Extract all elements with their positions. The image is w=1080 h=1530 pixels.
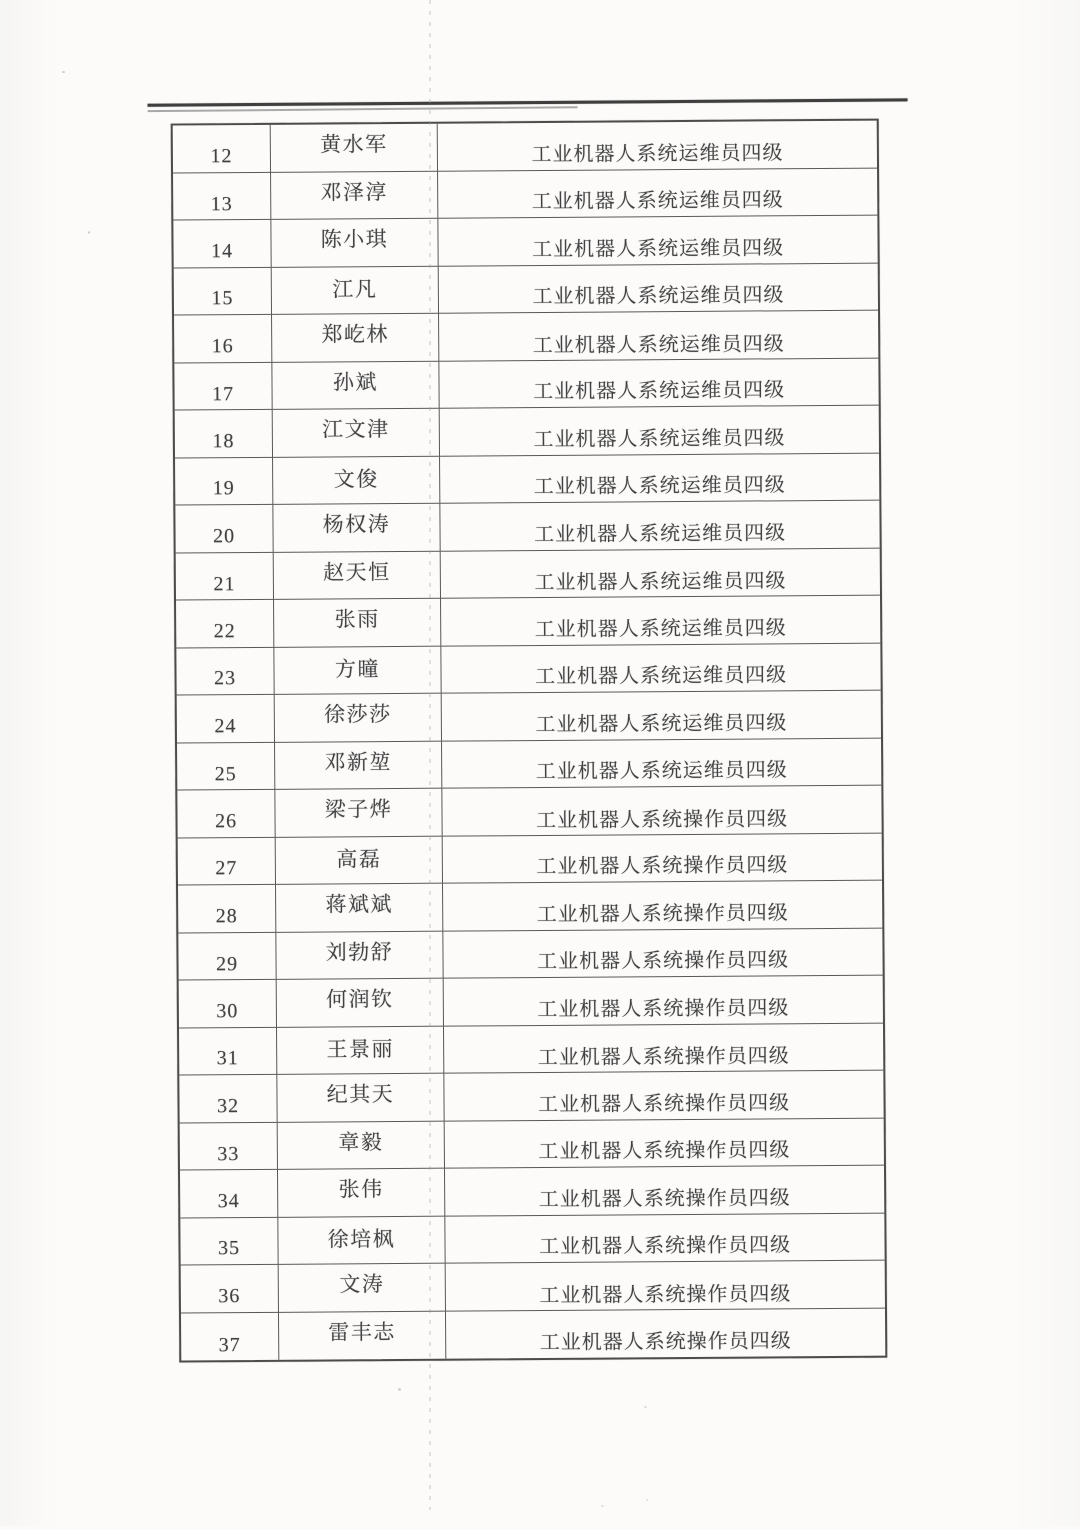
scan-speck <box>601 1505 604 1507</box>
cell-certificate <box>442 738 881 789</box>
cell-certificate <box>442 691 881 742</box>
cell-certificate <box>446 1261 885 1312</box>
cell-name-text: 高磊 <box>336 846 382 872</box>
certificate-table <box>171 119 888 1363</box>
scan-speck <box>62 71 65 73</box>
cell-number-text: 13 <box>210 193 233 216</box>
cell-certificate <box>441 548 880 599</box>
cell-name-text: 邓新堃 <box>324 749 392 775</box>
cell-name-text: 徐莎莎 <box>323 702 392 727</box>
cell-certificate <box>445 1118 884 1169</box>
cell-name <box>275 741 442 790</box>
cell-number <box>173 220 271 268</box>
cell-number <box>178 837 276 885</box>
cell-certificate-text: 工业机器人系统操作员四级 <box>536 949 790 974</box>
cell-certificate <box>439 263 878 314</box>
cell-certificate <box>443 881 882 932</box>
cell-name <box>276 884 443 933</box>
cell-name-text: 徐培枫 <box>327 1226 396 1252</box>
cell-name <box>277 1074 444 1123</box>
cell-name-text: 张伟 <box>338 1177 384 1202</box>
cell-certificate <box>441 596 880 647</box>
cell-certificate-text: 工业机器人系统操作员四级 <box>536 902 789 926</box>
cell-name <box>272 314 439 363</box>
cell-number <box>177 695 275 743</box>
cell-number-text: 18 <box>212 429 235 453</box>
cell-number <box>180 1122 278 1170</box>
cell-name <box>279 1264 446 1313</box>
cell-certificate-text: 工业机器人系统操作员四级 <box>535 808 789 832</box>
cell-number <box>175 457 273 505</box>
cell-number-text: 12 <box>210 144 233 168</box>
cell-name-text: 文俊 <box>333 466 379 492</box>
cell-number-text: 19 <box>212 477 235 500</box>
cell-number-text: 31 <box>216 1047 239 1070</box>
cell-name-text: 邓泽淳 <box>320 179 389 205</box>
cell-number <box>174 267 272 315</box>
cell-number-text: 22 <box>213 619 236 643</box>
cell-name <box>271 124 438 173</box>
cell-name <box>274 646 441 695</box>
cell-number-text: 30 <box>216 999 239 1023</box>
cell-name-text: 黄水军 <box>320 132 388 157</box>
cell-number <box>176 600 274 648</box>
cell-certificate-text: 工业机器人系统运维员四级 <box>532 284 785 309</box>
cell-number-text: 16 <box>211 334 234 358</box>
scan-speck <box>646 1499 648 1501</box>
cell-number <box>173 172 271 220</box>
cell-certificate <box>444 1023 883 1074</box>
cell-number-text: 20 <box>212 524 236 548</box>
cell-name-text: 文涛 <box>339 1272 385 1297</box>
cell-name <box>272 361 439 410</box>
cell-certificate <box>444 976 883 1027</box>
cell-certificate <box>445 1166 884 1217</box>
cell-name-text: 江凡 <box>332 276 378 302</box>
cell-certificate <box>443 833 882 884</box>
cell-name-text: 王景丽 <box>326 1036 394 1062</box>
cell-number <box>179 1027 277 1075</box>
cell-certificate-text: 工业机器人系统操作员四级 <box>539 1330 792 1354</box>
cell-certificate-text: 工业机器人系统操作员四级 <box>537 997 790 1021</box>
cell-certificate-text: 工业机器人系统运维员四级 <box>531 142 784 166</box>
cell-number <box>179 1075 277 1123</box>
cell-number <box>174 362 272 410</box>
cell-number <box>176 647 274 695</box>
cell-name <box>272 266 439 315</box>
cell-name <box>273 456 440 505</box>
cell-certificate-text: 工业机器人系统运维员四级 <box>531 189 784 214</box>
cell-name-text: 孙斌 <box>332 369 379 395</box>
cell-name <box>278 1121 445 1170</box>
cell-number-text: 29 <box>215 953 239 976</box>
cell-certificate-text: 工业机器人系统操作员四级 <box>537 1092 791 1116</box>
cell-name <box>277 1026 444 1075</box>
cell-number <box>177 790 275 838</box>
cell-certificate-text: 工业机器人系统运维员四级 <box>534 664 788 689</box>
cell-number-text: 32 <box>216 1094 240 1118</box>
cell-name <box>273 504 440 553</box>
cell-certificate-text: 工业机器人系统运维员四级 <box>533 474 786 499</box>
cell-number-text: 28 <box>215 904 238 928</box>
cell-name-text: 陈小琪 <box>320 227 389 252</box>
cell-name-text: 梁子烨 <box>324 797 393 822</box>
cell-number <box>178 885 276 933</box>
cell-name-text: 章毅 <box>338 1129 384 1155</box>
cell-number <box>173 125 271 173</box>
cell-name-text: 方曈 <box>334 656 381 682</box>
cell-certificate-text: 工业机器人系统运维员四级 <box>532 379 786 404</box>
cell-number <box>179 980 277 1028</box>
cell-name-text: 赵天恒 <box>322 559 391 585</box>
cell-certificate-text: 工业机器人系统操作员四级 <box>538 1139 791 1164</box>
cell-name <box>276 836 443 885</box>
cell-certificate <box>446 1308 885 1359</box>
cell-certificate-text: 工业机器人系统运维员四级 <box>535 759 788 784</box>
cell-name-text: 杨权涛 <box>322 512 391 537</box>
cell-name <box>277 979 444 1028</box>
cell-certificate-text: 工业机器人系统操作员四级 <box>536 854 789 879</box>
cell-name <box>275 694 442 743</box>
cell-certificate <box>440 453 879 504</box>
cell-certificate <box>438 216 877 267</box>
cell-certificate <box>443 928 882 979</box>
cell-name <box>278 1169 445 1218</box>
cell-certificate <box>442 786 881 837</box>
cell-certificate-text: 工业机器人系统运维员四级 <box>533 427 786 451</box>
cell-certificate-text: 工业机器人系统操作员四级 <box>538 1234 792 1259</box>
cell-name-text: 江文津 <box>321 417 390 442</box>
cell-name <box>279 1311 446 1360</box>
cell-name <box>271 171 438 220</box>
cell-number-text: 24 <box>214 714 237 738</box>
cell-number <box>181 1312 279 1360</box>
cell-certificate <box>438 121 877 172</box>
cell-name <box>273 409 440 458</box>
cell-number <box>175 410 273 458</box>
cell-certificate <box>440 501 879 552</box>
cell-name-text: 蒋斌斌 <box>325 892 393 917</box>
cell-certificate-text: 工业机器人系统操作员四级 <box>538 1187 791 1211</box>
cell-certificate <box>441 643 880 694</box>
cell-certificate <box>444 1071 883 1122</box>
cell-number-text: 14 <box>211 239 234 263</box>
cell-name-text: 纪其天 <box>326 1082 395 1107</box>
scan-speck <box>398 1388 401 1391</box>
cell-number-text: 36 <box>218 1284 241 1308</box>
scan-artifact-line <box>429 0 431 1510</box>
header-rule-ghost <box>148 106 578 111</box>
cell-number-text: 37 <box>218 1333 241 1357</box>
cell-name-text: 何润钦 <box>325 987 394 1012</box>
cell-number-text: 34 <box>217 1189 240 1213</box>
cell-certificate <box>440 406 879 457</box>
cell-name <box>271 219 438 268</box>
cell-certificate-text: 工业机器人系统运维员四级 <box>534 617 787 641</box>
cell-number <box>180 1217 278 1265</box>
cell-name <box>274 551 441 600</box>
cell-number-text: 15 <box>211 287 234 310</box>
cell-certificate-text: 工业机器人系统操作员四级 <box>539 1283 792 1307</box>
cell-certificate-text: 工业机器人系统运维员四级 <box>533 522 787 546</box>
cell-number-text: 21 <box>213 573 236 596</box>
cell-number-text: 33 <box>217 1143 240 1166</box>
cell-number-text: 17 <box>212 383 235 406</box>
cell-certificate-text: 工业机器人系统运维员四级 <box>532 333 785 357</box>
cell-number <box>177 742 275 790</box>
scan-speck <box>644 1406 647 1408</box>
cell-certificate <box>438 168 877 219</box>
cell-certificate-text: 工业机器人系统运维员四级 <box>535 712 788 736</box>
cell-number <box>180 1170 278 1218</box>
cell-number <box>178 932 276 980</box>
cell-number-text: 26 <box>214 809 238 833</box>
cell-name-text: 郑屹林 <box>321 322 389 347</box>
header-rule <box>148 98 908 106</box>
cell-name <box>275 789 442 838</box>
cell-number <box>174 315 272 363</box>
cell-number <box>176 552 274 600</box>
cell-number-text: 23 <box>213 667 237 690</box>
cell-certificate-text: 工业机器人系统操作员四级 <box>537 1045 790 1070</box>
cell-certificate <box>439 311 878 362</box>
cell-certificate-text: 工业机器人系统运维员四级 <box>534 570 787 595</box>
cell-number <box>181 1265 279 1313</box>
cell-name <box>278 1216 445 1265</box>
cell-certificate <box>439 358 878 409</box>
cell-name-text: 张雨 <box>334 607 380 632</box>
cell-name <box>274 599 441 648</box>
cell-number <box>175 505 273 553</box>
cell-name-text: 雷丰志 <box>328 1320 396 1345</box>
cell-number-text: 35 <box>217 1237 241 1260</box>
cell-number-text: 27 <box>215 857 238 880</box>
cell-name-text: 刘勃舒 <box>325 939 394 965</box>
cell-name <box>276 931 443 980</box>
cell-number-text: 25 <box>214 763 237 786</box>
cell-certificate <box>445 1213 884 1264</box>
cell-certificate-text: 工业机器人系统运维员四级 <box>532 237 785 261</box>
